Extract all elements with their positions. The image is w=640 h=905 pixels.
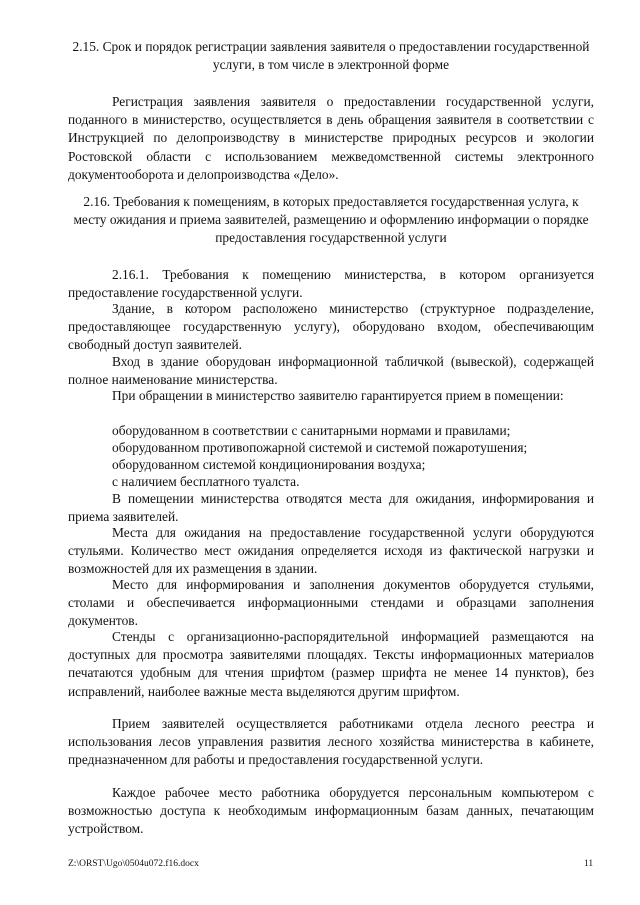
- section-2-15-paragraph: Регистрация заявления заявителя о предоставлении государственной услуги, поданного в министерство, осуществляется в день обращения заявителя в соответствии с Инструкцией по делопроизводству в министерстве природных ресурсов и экологии Ростовской области с использованием межведомственной системы электронного документооборота и делопроизводства «Дело».: [68, 94, 594, 182]
- list-item-toilet: с наличием бесплатного туалста.: [112, 474, 300, 489]
- list-item-air-conditioning: оборудованном системой кондиционирования воздуха;: [112, 457, 426, 472]
- paragraph-workplace: Каждое рабочее место работника оборудуется персональным компьютером с возможностью доступа к необходимым информационным базам данных, печатающим устройством.: [68, 785, 594, 837]
- list-item-fire-system: оборудованном противопожарной системой и системой пожаротушения;: [112, 440, 528, 455]
- list-item-sanitary: оборудованном в соответствии с санитарными нормами и правилами;: [112, 423, 511, 438]
- page-number: 11: [584, 859, 594, 869]
- paragraph-building: Здание, в котором расположено министерство (структурное подразделение, предоставляющее государственную услугу), оборудовано входом, обеспечивающим свободный доступ заявителей.: [68, 301, 594, 353]
- paragraph-reception: Прием заявителей осуществляется работниками отдела лесного реестра и использования лесов управления развития лесного хозяйства министерства в кабинете, предназначенном для работы и предоставления государственной услуги.: [68, 716, 594, 768]
- paragraph-waiting: Места для ожидания на предоставление государственной услуги оборудуются стульями. Количество мест ожидания определяется исходя из фактической нагрузки и возможностей для их размещения в здании.: [68, 525, 594, 577]
- paragraph-information-place: Место для информирования и заполнения документов оборудуется стульями, столами и обеспечивается информационными стендами и образцами заполнения документов.: [68, 577, 594, 629]
- paragraph-2-16-1: 2.16.1. Требования к помещению министерства, в котором организуется предоставление государственной услуги.: [68, 267, 594, 301]
- paragraph-premises: При обращении в министерство заявителю гарантируется прием в помещении:: [112, 388, 564, 403]
- section-2-16-heading: 2.16. Требования к помещениям, в которых предоставляется государственная услуга, к месту ожидания и приема заявителей, размещению и оформлению информации о порядке предоставления государственной услуги: [73, 194, 589, 246]
- paragraph-entrance: Вход в здание оборудован информационной табличкой (вывеской), содержащей полное наименование министерства.: [68, 354, 594, 388]
- paragraph-stands: Стенды с организационно-распорядительной информацией размещаются на доступных для просмотра заявителями площадях. Тексты информационных материалов печатаются удобным для чтения шрифтом (размер шрифта не менее 14 пунктов), без исправлений, наиболее важные места выделяются другим шрифтом.: [68, 629, 594, 699]
- paragraph-places: В помещении министерства отводятся места для ожидания, информирования и приема заявителей.: [68, 491, 594, 525]
- section-2-15-heading: 2.15. Срок и порядок регистрации заявления заявителя о предоставлении государственной услуги, в том числе в электронной форме: [72, 39, 590, 73]
- footer-file-path: Z:\ORST\Ugo\0504u072.f16.docx: [68, 859, 199, 869]
